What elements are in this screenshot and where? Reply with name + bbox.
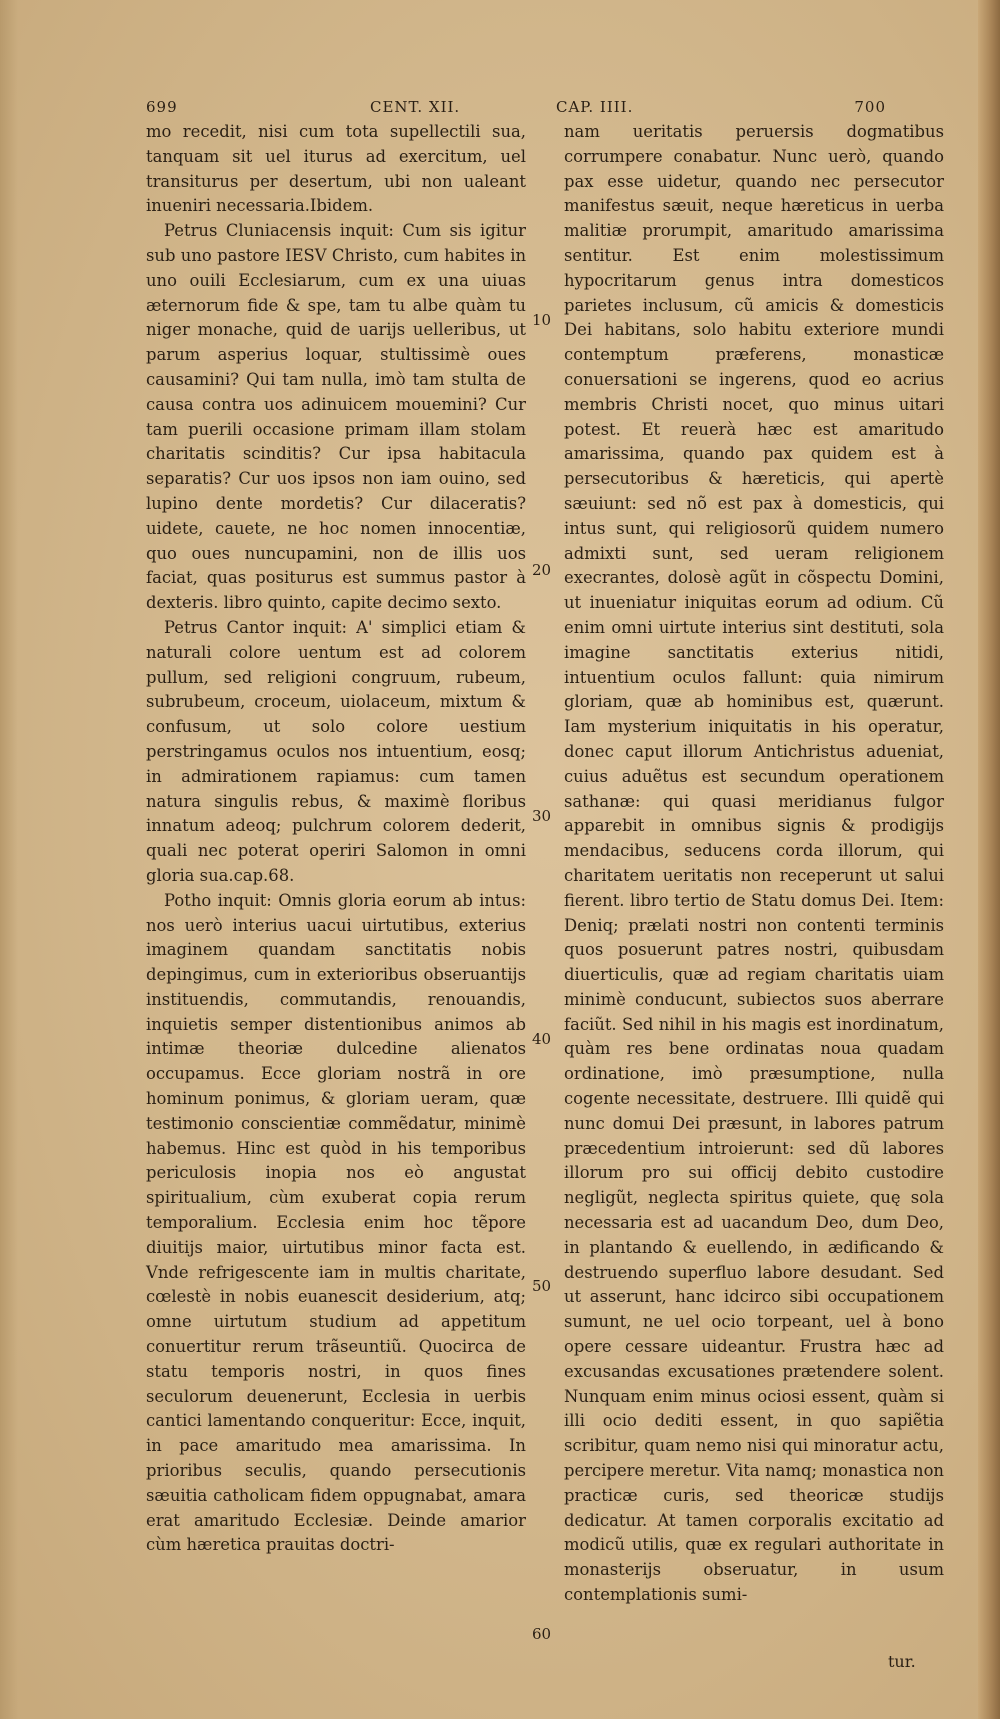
line-number: 10	[532, 311, 552, 329]
line-number: 20	[532, 561, 552, 579]
line-number: 50	[532, 1277, 552, 1295]
paragraph: Potho inquit: Omnis gloria eorum ab intus: nos uerò interius uacui uirtutibus, exterius imaginem quandam sanctitatis nobis depingimus, cum in exterioribus obseruantijs instituendis, commutandis, renouandis, inquietis semper distentionibus animos ab intimæ theoriæ dulcedine alienatos occupamus. Ecce gloriam nostrã in ore hominum ponimus, & gloriam ueram, quæ testimonio conscientiæ commẽdatur, minimè habemus. Hinc est quòd in his temporibus periculosis inopia nos eò angustat spiritualium, cùm exuberat copia rerum temporalium. Ecclesia enim hoc tẽpore diuitijs maior, uirtutibus minor facta est. Vnde refrigescente iam in multis charitate, cœlestè in nobis euanescit desiderium, atq; omne uirtutum studium ad appetitum conuertitur rerum trãseuntiũ. Quocirca de statu temporis nostri, in quos fines seculorum deuenerunt, Ecclesia in uerbis cantici lamentando conqueritur: Ecce, inquit, in pace amaritudo mea amarissima. In prioribus seculis, quando persecutionis sæuitia catholicam fidem oppugnabat, amara erat amaritudo Ecclesiæ. Deinde amarior cùm hæretica prauitas doctri-	[146, 890, 526, 1555]
paragraph: Petrus Cantor inquit: A' simplici etiam & naturali colore uentum est ad colorem pullum, sed religioni congruum, rubeum, subrubeum, croceum, uiolaceum, mixtum & confusum, ut solo colore uestium perstringamus oculos nos intuentium, eosq; in admirationem rapiamus: cum tamen natura singulis rebus, & maximè floribus innatum adeoq; pulchrum colorem dederit, quali nec poterat operiri Salomon in omni gloria sua.cap.68.	[146, 617, 526, 885]
line-number-gutter	[532, 0, 562, 1719]
page-number-right: 700	[854, 98, 886, 116]
paragraph: mo recedit, nisi cum tota supellectili sua, tanquam sit uel iturus ad exercitum, uel transiturus per desertum, ubi non ualeant inueniri necessaria.Ibidem.	[146, 122, 526, 216]
catchword: tur.	[888, 1652, 916, 1671]
paragraph: nam ueritatis peruersis dogmatibus corrumpere conabatur. Nunc uerò, quando pax esse uidetur, quando nec persecutor manifestus sæuit, neque hæreticus in uerba malitiæ prorumpit, amaritudo amarissima sentitur. Est enim molestissimum hypocritarum genus intra domesticos parietes inclusum, cũ amicis & domesticis Dei habitans, solo habitu exteriore mundi contemptum præferens, monasticæ conuersationi se ingerens, quod eo acrius membris Christi nocet, quo minus uitari potest. Et reuerà hæc est amaritudo amarissima, quando pax quidem est à persecutoribus & hæreticis, qui apertè sæuiunt: sed nõ est pax à domesticis, qui intus sunt, qui religiosorũ quidem numero admixti sunt, sed ueram religionem execrantes, dolosè agũt in cõspectu Domini, ut inueniatur iniquitas eorum ad odium. Cũ enim omni uirtute interius sint destituti, sola imagine sanctitatis exterius nitidi, intuentium oculos fallunt: quia nimirum gloriam, quæ ab hominibus est, quærunt. Iam mysterium iniquitatis in his operatur, donec caput illorum Antichristus adueniat, cuius aduẽtus est secundum operationem sathanæ: qui quasi meridianus fulgor apparebit in omnibus signis & prodigijs mendacibus, seducens corda illorum, qui charitatem ueritatis non receperunt ut salui fierent. libro tertio de Statu domus Dei. Item: Deniq; prælati nostri non contenti terminis quos posuerunt patres nostri, quibusdam diuerticulis, quæ ad regiam charitatis uiam minimè conducunt, subiectos suos aberrare faciũt. Sed nihil in his magis est inordinatum, quàm res bene ordinatas noua quadam ordinatione, imò præsumptione, nulla cogente necessitate, destruere. Illi quidẽ qui nunc domui Dei præsunt, in labores patrum præcedentium introierunt: sed dũ labores illorum pro sui officij debito custodire negligũt, neglecta spiritus quiete, quę sola necessaria est ad uacandum Deo, dum Deo, in plantando & euellendo, in ædificando & destruendo superfluo labore desudant. Sed ut asserunt, hanc idcirco sibi occupationem sumunt, ne uel ocio torpeant, uel à bono opere cessare uideantur. Frustra hæc ad excusandas excusationes prætendere solent. Nunquam enim minus ociosi essent, quàm si illi ocio dediti essent, in quo sapiẽtia scribitur, quam nemo nisi qui minoratur actu, percipere meretur. Vita namq; monastica non practicæ curis, sed theoricæ studijs dedicatur. At tamen corporalis excitatio ad modicũ utilis, quæ ex regulari authoritate in monasterijs obseruatur, in usum contemplationis sumi-	[564, 122, 944, 1605]
page-edge	[978, 0, 1000, 1719]
paragraph: Petrus Cluniacensis inquit: Cum sis igitur sub uno pastore IESV Christo, cum habites in uno ouili Ecclesiarum, cum ex una uiuas æternorum fide & spe, tam tu albe quàm tu niger monache, quid de uarijs uelleribus, ut parum asperius loquar, stultissimè oues causamini? Qui tam nulla, imò tam stulta de causa contra uos adinuicem mouemini? Cur tam puerili occasione primam illam stolam charitatis scinditis? Cur ipsa habitacula separatis? Cur uos ipsos non iam ouino, sed lupino dente mordetis? Cur dilaceratis? uidete, cauete, ne hoc nomen innocentiæ, quo oues nuncupamini, non de illis uos faciat, quas positurus est summus pastor à dexteris. libro quinto, capite decimo sexto.	[146, 221, 526, 613]
line-number: 30	[532, 807, 552, 825]
left-text-column	[146, 120, 526, 1558]
gutter-shadow	[0, 0, 18, 1719]
line-number: 60	[532, 1625, 552, 1643]
running-head	[146, 98, 886, 122]
right-text-column	[564, 120, 944, 1608]
page-number-left: 699	[146, 98, 178, 116]
running-head-chapter: CAP. IIII.	[556, 98, 634, 116]
running-head-century: CENT. XII.	[370, 98, 461, 116]
line-number: 40	[532, 1030, 552, 1048]
